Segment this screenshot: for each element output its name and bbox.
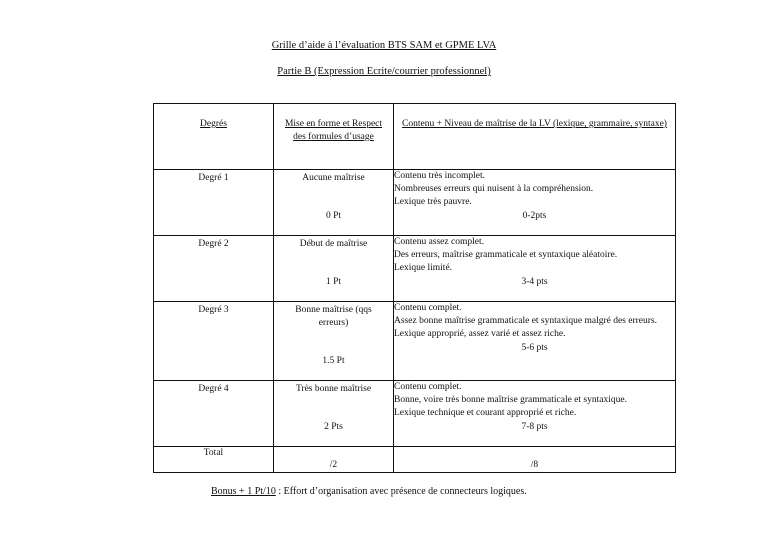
degree-cell [154, 236, 274, 302]
header-degres: Degrés [200, 119, 227, 129]
header-mise-en-forme: Mise en forme et Respect des formules d’usage [284, 119, 383, 142]
content-cell [394, 170, 676, 236]
total-label-cell [154, 447, 274, 473]
content-line: Des erreurs, maîtrise grammaticale et syntaxique aléatoire. [394, 250, 618, 261]
content-points: 7-8 pts [521, 421, 548, 432]
content-points: 0-2pts [522, 210, 547, 221]
content-line: Lexique approprié, assez varié et assez riche. [394, 329, 566, 340]
table-header-row [154, 104, 676, 170]
content-cell [394, 381, 676, 447]
degree-cell [154, 381, 274, 447]
evaluation-grid [153, 103, 676, 473]
total-label: Total [203, 448, 224, 458]
table-row [154, 302, 676, 381]
content-cell [394, 302, 676, 381]
degree-label: Degré 4 [198, 384, 229, 394]
form-label: Aucune maîtrise [302, 173, 365, 183]
form-points: 1 Pt [325, 277, 342, 287]
form-cell [274, 381, 394, 447]
header-cell [274, 104, 394, 170]
header-contenu: Contenu + Niveau de maîtrise de la LV (lexique, grammaire, syntaxe) [402, 119, 667, 129]
content-cell [394, 236, 676, 302]
bonus-label: Bonus + 1 Pt/10 [211, 486, 276, 497]
form-label: Début de maîtrise [299, 239, 368, 249]
document-title: Grille d’aide à l’évaluation BTS SAM et GPME LVA [271, 40, 497, 51]
bonus-text: : Effort d’organisation avec présence de connecteurs logiques. [275, 486, 527, 497]
bonus-note [211, 486, 527, 497]
total-form-cell [274, 447, 394, 473]
total-row [154, 447, 676, 473]
table-row [154, 170, 676, 236]
content-line: Contenu complet. [394, 303, 462, 313]
degree-cell [154, 170, 274, 236]
form-label: Très bonne maîtrise [295, 384, 372, 394]
content-line: Lexique technique et courant approprié et riche. [394, 408, 577, 419]
header-cell [154, 104, 274, 170]
header-cell [394, 104, 676, 170]
content-line: Bonne, voire très bonne maîtrise grammaticale et syntaxique. [394, 395, 627, 406]
total-form-score: /2 [329, 460, 338, 470]
document-subtitle: Partie B (Expression Ecrite/courrier professionnel) [277, 66, 491, 77]
content-line: Contenu très incomplet. [394, 171, 486, 181]
degree-label: Degré 3 [198, 305, 229, 315]
form-points: 2 Pts [324, 422, 343, 432]
table-row [154, 381, 676, 447]
table-row [154, 236, 676, 302]
form-cell [274, 302, 394, 381]
content-line: Lexique limité. [394, 263, 453, 274]
form-label: Bonne maîtrise (qqs erreurs) [295, 305, 372, 328]
degree-cell [154, 302, 274, 381]
content-line: Lexique très pauvre. [394, 197, 472, 208]
content-line: Nombreuses erreurs qui nuisent à la compréhension. [394, 184, 594, 195]
form-cell [274, 170, 394, 236]
total-content-cell [394, 447, 676, 473]
form-points: 1.5 Pt [322, 356, 345, 366]
total-content-score: /8 [530, 460, 539, 470]
degree-label: Degré 1 [198, 173, 229, 183]
content-points: 5-6 pts [521, 342, 548, 353]
content-line: Contenu complet. [394, 382, 462, 392]
content-line: Assez bonne maîtrise grammaticale et syntaxique malgré des erreurs. [394, 316, 657, 327]
content-line: Contenu assez complet. [394, 237, 484, 247]
form-points: 0 Pt [325, 211, 342, 221]
content-points: 3-4 pts [521, 276, 548, 287]
degree-label: Degré 2 [198, 239, 229, 249]
form-cell [274, 236, 394, 302]
